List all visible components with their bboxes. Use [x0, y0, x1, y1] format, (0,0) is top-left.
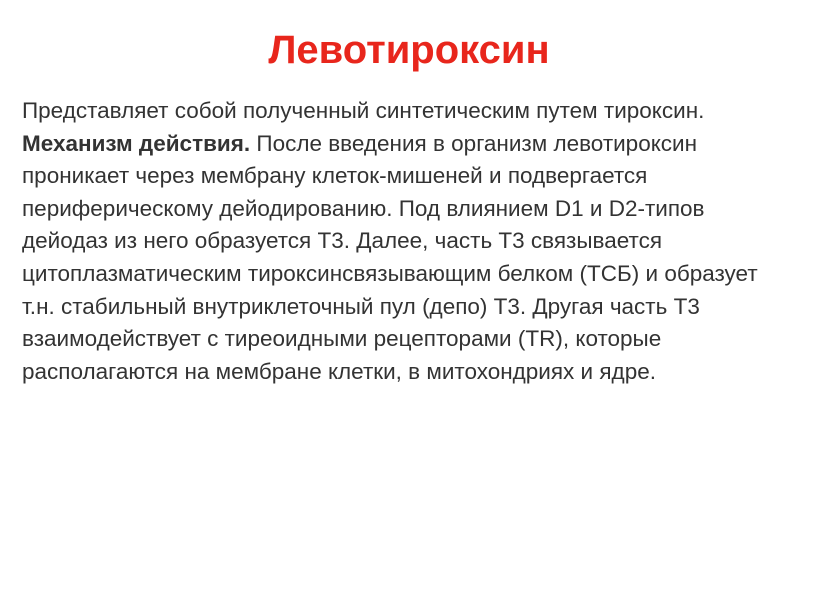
slide-body [22, 95, 792, 388]
slide-title: Левотироксин [268, 28, 550, 72]
mechanism-paragraph [22, 128, 792, 389]
mechanism-label: Механизм действия. [22, 130, 251, 156]
intro-paragraph: Представляет собой полученный синтетическим путем тироксин. [22, 98, 705, 123]
mechanism-text: После введения в организм левотироксин проникает через мембрану клеток-мишеней и подвергается периферическому дейодированию. Под влиянием D1 и D2-типов дейодаз из него образуется Т3. Далее, часть Т3 связывается цитоплазматическим тироксинсвязывающим белком (ТСБ) и образует т.н. стабильный внутриклеточный пул (депо) Т3. Другая часть Т3 взаимодействует с тиреоидными рецепторами (TR), которые располагаются на мембране клетки, в митохондриях и ядре. [22, 130, 758, 384]
